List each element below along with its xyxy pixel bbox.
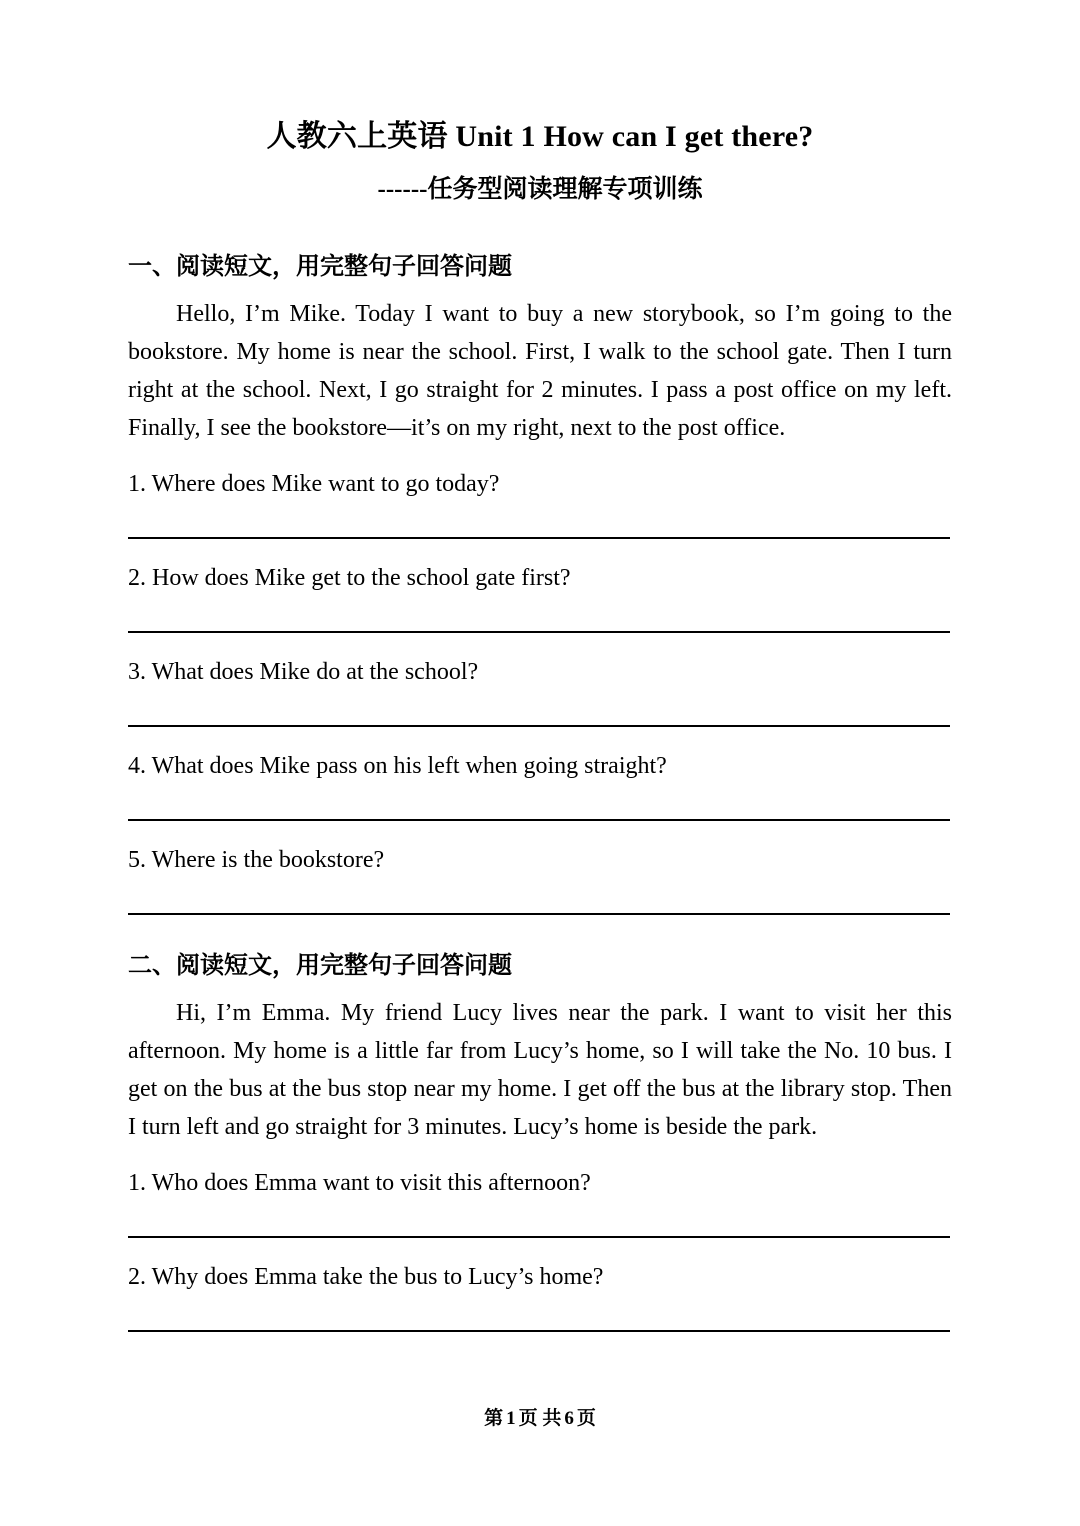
answer-line[interactable] [128,1330,950,1332]
qa-item [128,447,952,539]
question-text: 3. What does Mike do at the school? [128,659,479,686]
footer-suffix: 页 [576,1408,596,1429]
qa-item [128,633,952,727]
qa-item [128,539,952,633]
qa-item [128,727,952,821]
question-text: 1. Where does Mike want to go today? [128,471,500,498]
question-text: 4. What does Mike pass on his left when going straight? [128,753,667,780]
qa-item [128,1146,952,1238]
footer-total-pages: 6 [564,1408,574,1429]
qa-item [128,821,952,915]
footer-prefix: 第 [484,1408,504,1429]
question-text: 5. Where is the bookstore? [128,847,385,874]
question-text: 2. Why does Emma take the bus to Lucy’s home? [128,1264,604,1291]
question-list-2 [128,1146,952,1332]
reading-passage-2: Hi, I’m Emma. My friend Lucy lives near the park. I want to visit her this afternoon. My home is a little far from Lucy’s home, so I will take the No. 10 bus. I get on the bus at the bus stop near my home. I get off the bus at the library stop. Then I turn left and go straight for 3 minutes. Lucy’s home is beside the park. [128,1000,952,1141]
question-text: 2. How does Mike get to the school gate first? [128,565,571,592]
answer-line[interactable] [128,913,950,915]
page-footer [0,1408,1080,1431]
page-subtitle: ------任务型阅读理解专项训练 [377,175,703,203]
page-content [128,0,952,1332]
page-title: 人教六上英语 Unit 1 How can I get there? [266,120,814,153]
reading-passage-1: Hello, I’m Mike. Today I want to buy a new storybook, so I’m going to the bookstore. My home is near the school. First, I walk to the school gate. Then I turn right at the school. Next, I go straight for 2 minutes. I pass a post office on my left. Finally, I see the bookstore—it’s on my right, next to the post office. [128,301,952,442]
question-list-1 [128,447,952,915]
footer-middle: 页 共 [518,1408,562,1429]
section-heading-1: 一、阅读短文，用完整句子回答问题 [128,254,512,280]
qa-item [128,1238,952,1332]
section-heading-2: 二、阅读短文，用完整句子回答问题 [128,953,512,980]
question-text: 1. Who does Emma want to visit this afternoon? [128,1170,591,1197]
footer-current-page: 1 [506,1408,516,1429]
